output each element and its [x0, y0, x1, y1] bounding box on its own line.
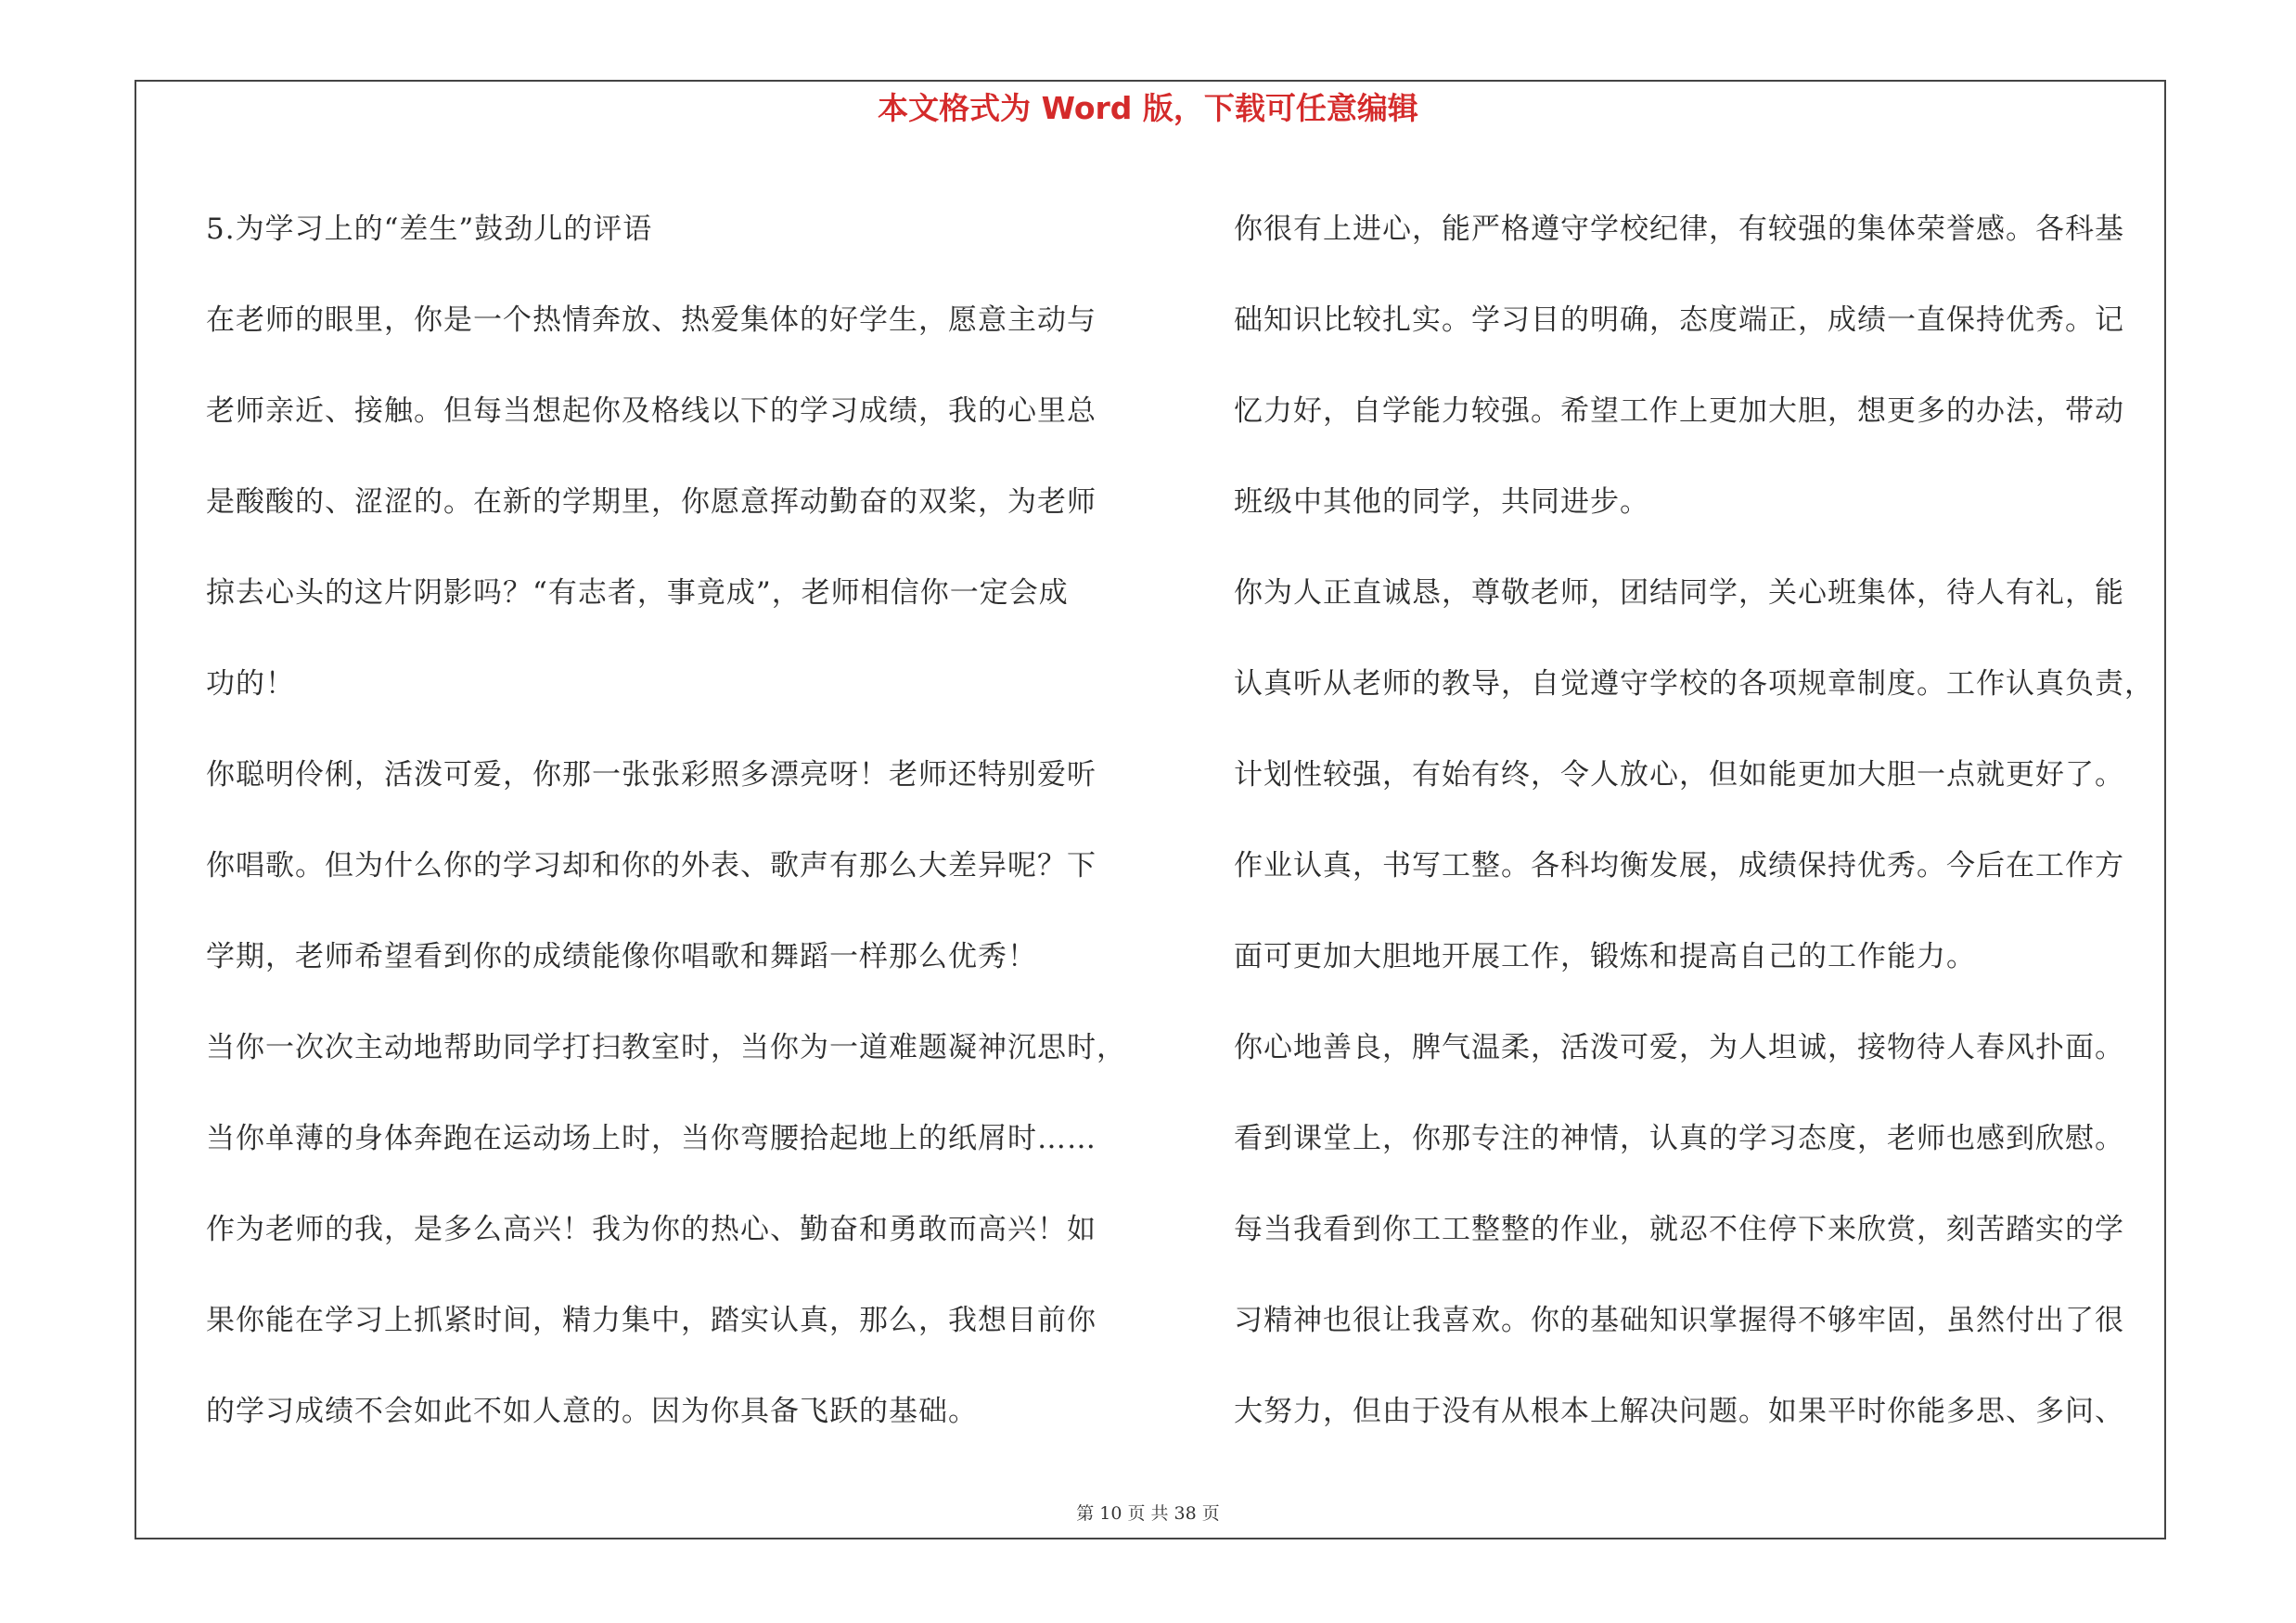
text-line: 是酸酸的、涩涩的。在新的学期里，你愿意挥动勤奋的双桨，为老师	[206, 485, 1097, 519]
left-column	[206, 184, 1126, 1457]
text-line: 的学习成绩不会如此不如人意的。因为你具备飞跃的基础。	[206, 1395, 978, 1428]
text-line: 学期，老师希望看到你的成绩能像你唱歌和舞蹈一样那么优秀！	[206, 940, 1037, 973]
text-line: 认真听从老师的教导，自觉遵守学校的各项规章制度。工作认真负责，	[1234, 667, 2154, 701]
text-line: 果你能在学习上抓紧时间，精力集中，踏实认真，那么，我想目前你	[206, 1304, 1097, 1337]
text-line: 当你单薄的身体奔跑在运动场上时，当你弯腰拾起地上的纸屑时……	[206, 1122, 1097, 1155]
text-line: 看到课堂上，你那专注的神情，认真的学习态度，老师也感到欣慰。	[1234, 1122, 2124, 1155]
right-column	[1234, 184, 2154, 1457]
text-line: 当你一次次主动地帮助同学打扫教室时，当你为一道难题凝神沉思时，	[206, 1031, 1126, 1064]
page-number: 第 10 页 共 38 页	[1076, 1503, 1220, 1524]
text-line: 你很有上进心，能严格遵守学校纪律，有较强的集体荣誉感。各科基	[1234, 213, 2124, 246]
text-line: 础知识比较扎实。学习目的明确，态度端正，成绩一直保持优秀。记	[1234, 303, 2124, 337]
text-line: 作为老师的我，是多么高兴！我为你的热心、勤奋和勇敢而高兴！如	[206, 1213, 1097, 1246]
text-line: 5.为学习上的“差生”鼓劲儿的评语	[206, 213, 653, 246]
text-line: 你聪明伶俐，活泼可爱，你那一张张彩照多漂亮呀！老师还特别爱听	[206, 758, 1097, 792]
text-line: 习精神也很让我喜欢。你的基础知识掌握得不够牢固，虽然付出了很	[1234, 1304, 2124, 1337]
text-line: 你心地善良，脾气温柔，活泼可爱，为人坦诚，接物待人春风扑面。	[1234, 1031, 2124, 1064]
text-line: 面可更加大胆地开展工作，锻炼和提高自己的工作能力。	[1234, 940, 1976, 973]
text-line: 你唱歌。但为什么你的学习却和你的外表、歌声有那么大差异呢？下	[206, 849, 1097, 882]
text-line: 掠去心头的这片阴影吗？“有志者，事竟成”，老师相信你一定会成	[206, 576, 1069, 610]
page-header: 本文格式为 Word 版，下载可任意编辑	[878, 90, 1418, 126]
text-line: 每当我看到你工工整整的作业，就忍不住停下来欣赏，刻苦踏实的学	[1234, 1213, 2124, 1246]
text-line: 计划性较强，有始有终，令人放心，但如能更加大胆一点就更好了。	[1234, 758, 2124, 792]
text-line: 忆力好，自学能力较强。希望工作上更加大胆，想更多的办法，带动	[1234, 394, 2124, 428]
text-line: 功的！	[206, 667, 295, 701]
text-line: 班级中其他的同学，共同进步。	[1234, 485, 1649, 519]
text-line: 你为人正直诚恳，尊敬老师，团结同学，关心班集体，待人有礼，能	[1234, 576, 2124, 610]
text-line: 老师亲近、接触。但每当想起你及格线以下的学习成绩，我的心里总	[206, 394, 1097, 428]
text-line: 大努力，但由于没有从根本上解决问题。如果平时你能多思、多问、	[1234, 1395, 2124, 1428]
text-line: 在老师的眼里，你是一个热情奔放、热爱集体的好学生，愿意主动与	[206, 303, 1097, 337]
text-line: 作业认真，书写工整。各科均衡发展，成绩保持优秀。今后在工作方	[1234, 849, 2124, 882]
